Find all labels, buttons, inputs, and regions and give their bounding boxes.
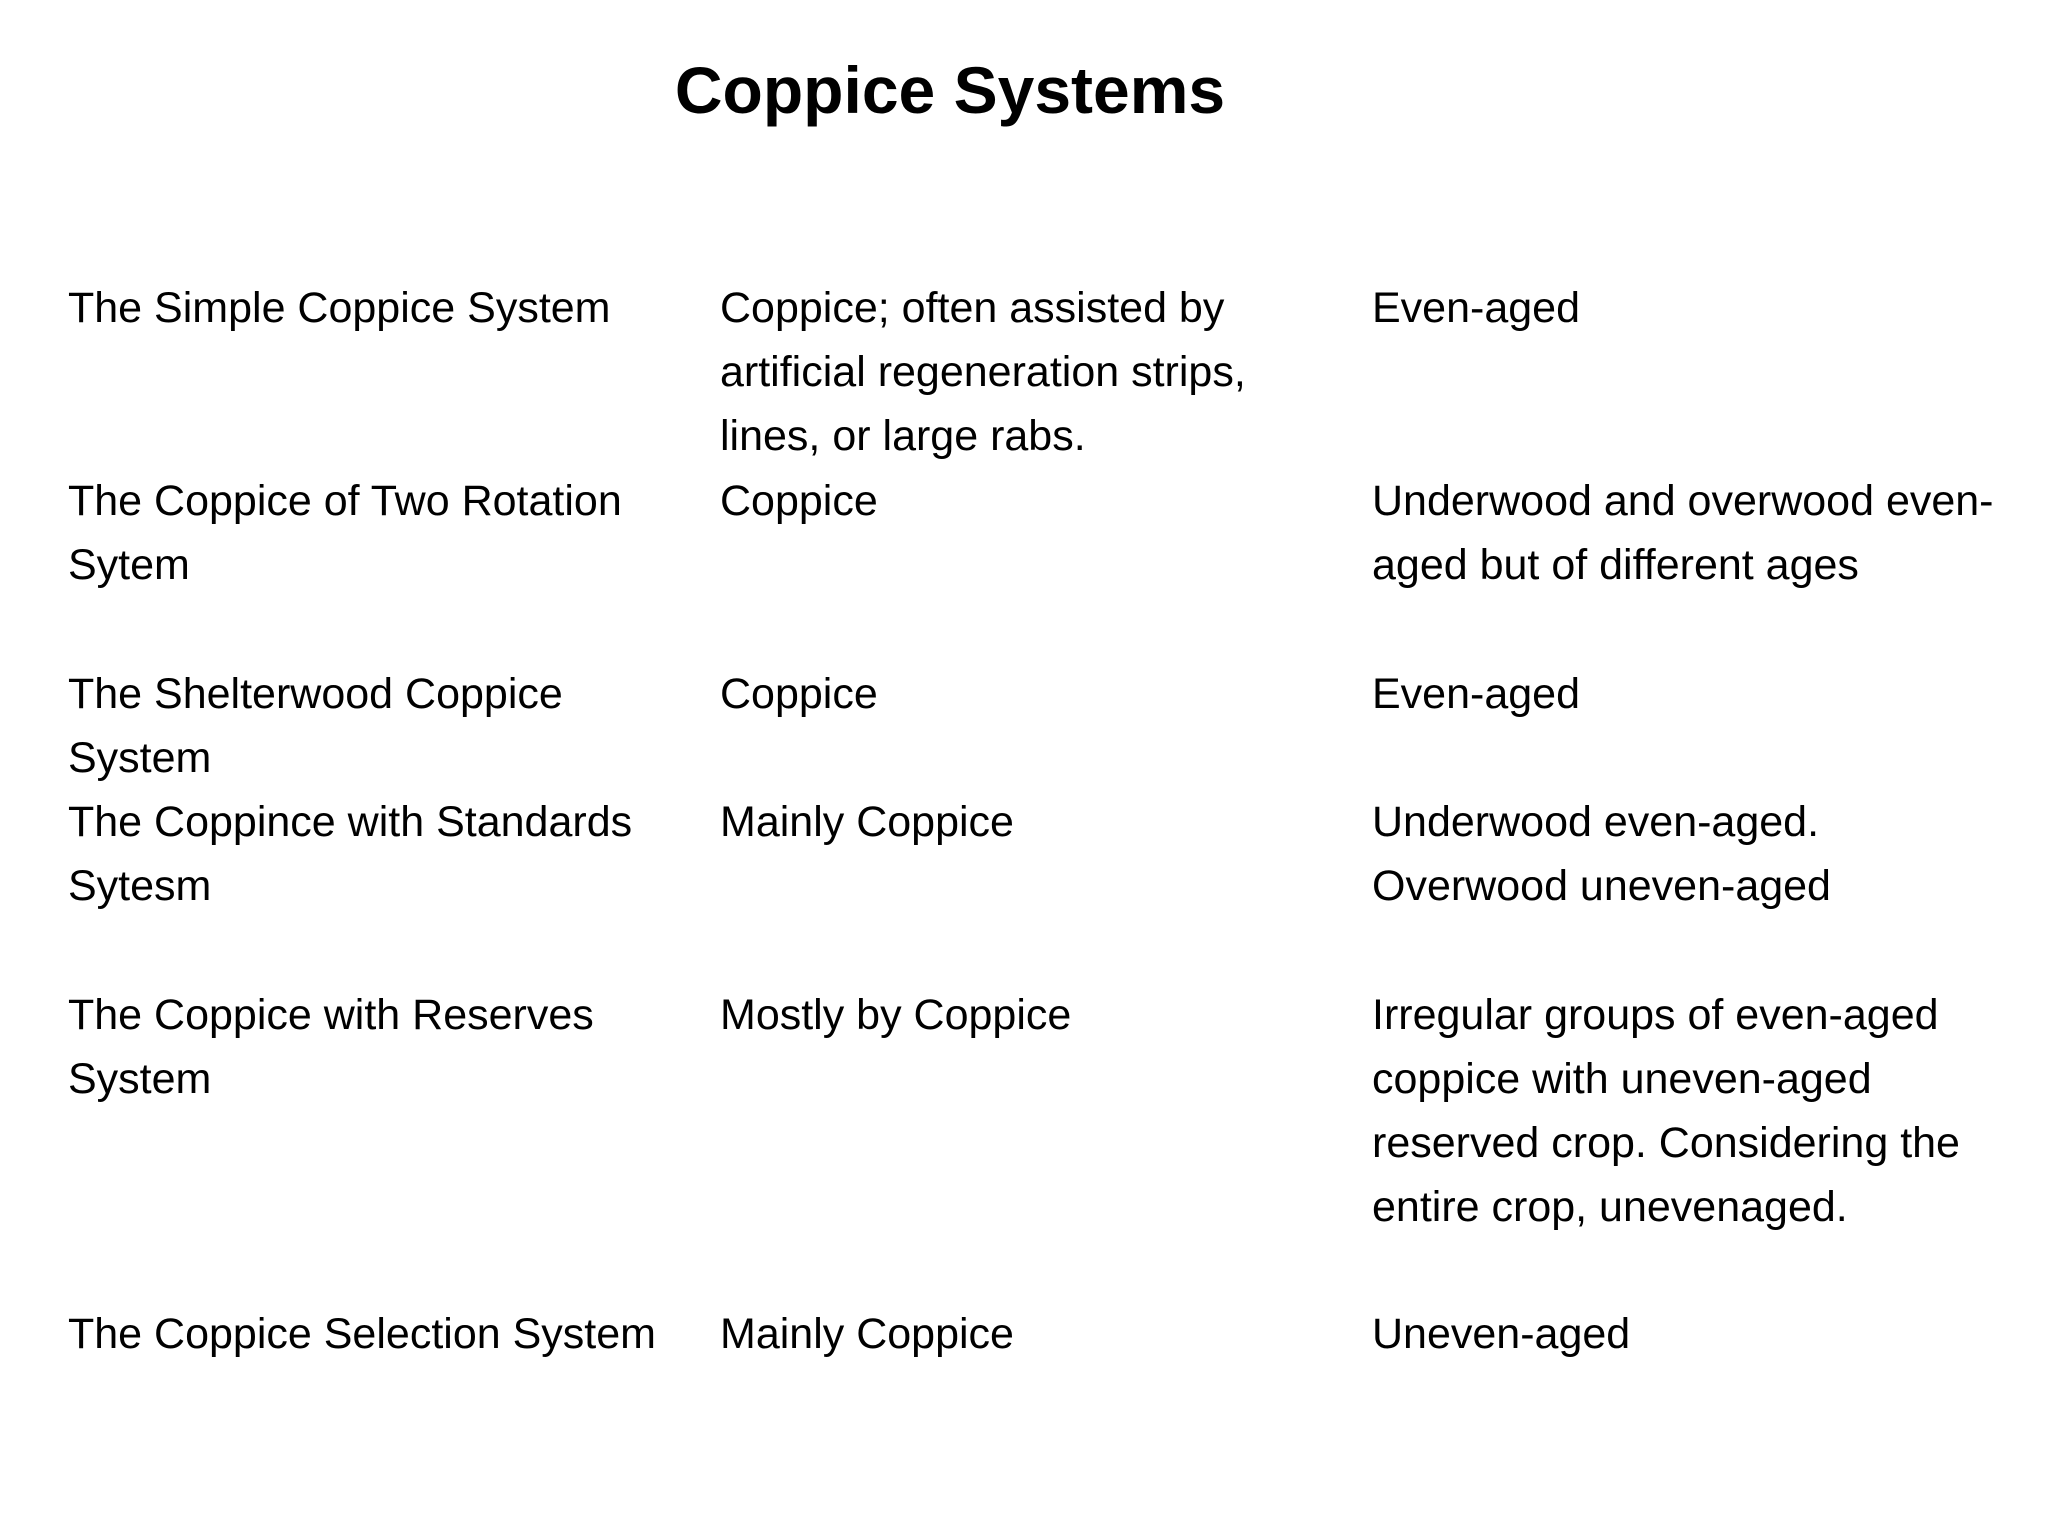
regeneration-method: Mainly Coppice (720, 1310, 1014, 1358)
crop-structure: Uneven-aged (1372, 1310, 1631, 1358)
system-name: The Simple Coppice System (68, 284, 611, 332)
page-title: Coppice Systems (674, 53, 1226, 127)
system-name: The Shelterwood Coppice System (68, 670, 563, 782)
system-name: The Coppice Selection System (68, 1310, 656, 1358)
crop-structure: Underwood and overwood even-aged but of different ages (1372, 477, 1994, 589)
system-name: The Coppice of Two Rotation Sytem (68, 477, 622, 589)
crop-structure: Even-aged (1372, 670, 1580, 718)
crop-structure: Even-aged (1372, 284, 1580, 332)
regeneration-method: Coppice (720, 670, 878, 718)
regeneration-method: Coppice (720, 477, 878, 525)
crop-structure: Underwood even-aged. Overwood uneven-aged (1372, 798, 1831, 910)
system-name: The Coppince with Standards Sytesm (68, 798, 633, 910)
crop-structure: Irregular groups of even-aged coppice with uneven-aged reserved crop. Considering the entire crop, unevenaged. (1372, 991, 1960, 1231)
system-name: The Coppice with Reserves System (68, 991, 594, 1103)
regeneration-method: Mostly by Coppice (720, 991, 1072, 1039)
regeneration-method: Coppice; often assisted by artificial regeneration strips, lines, or large rabs. (720, 284, 1246, 460)
regeneration-method: Mainly Coppice (720, 798, 1014, 846)
